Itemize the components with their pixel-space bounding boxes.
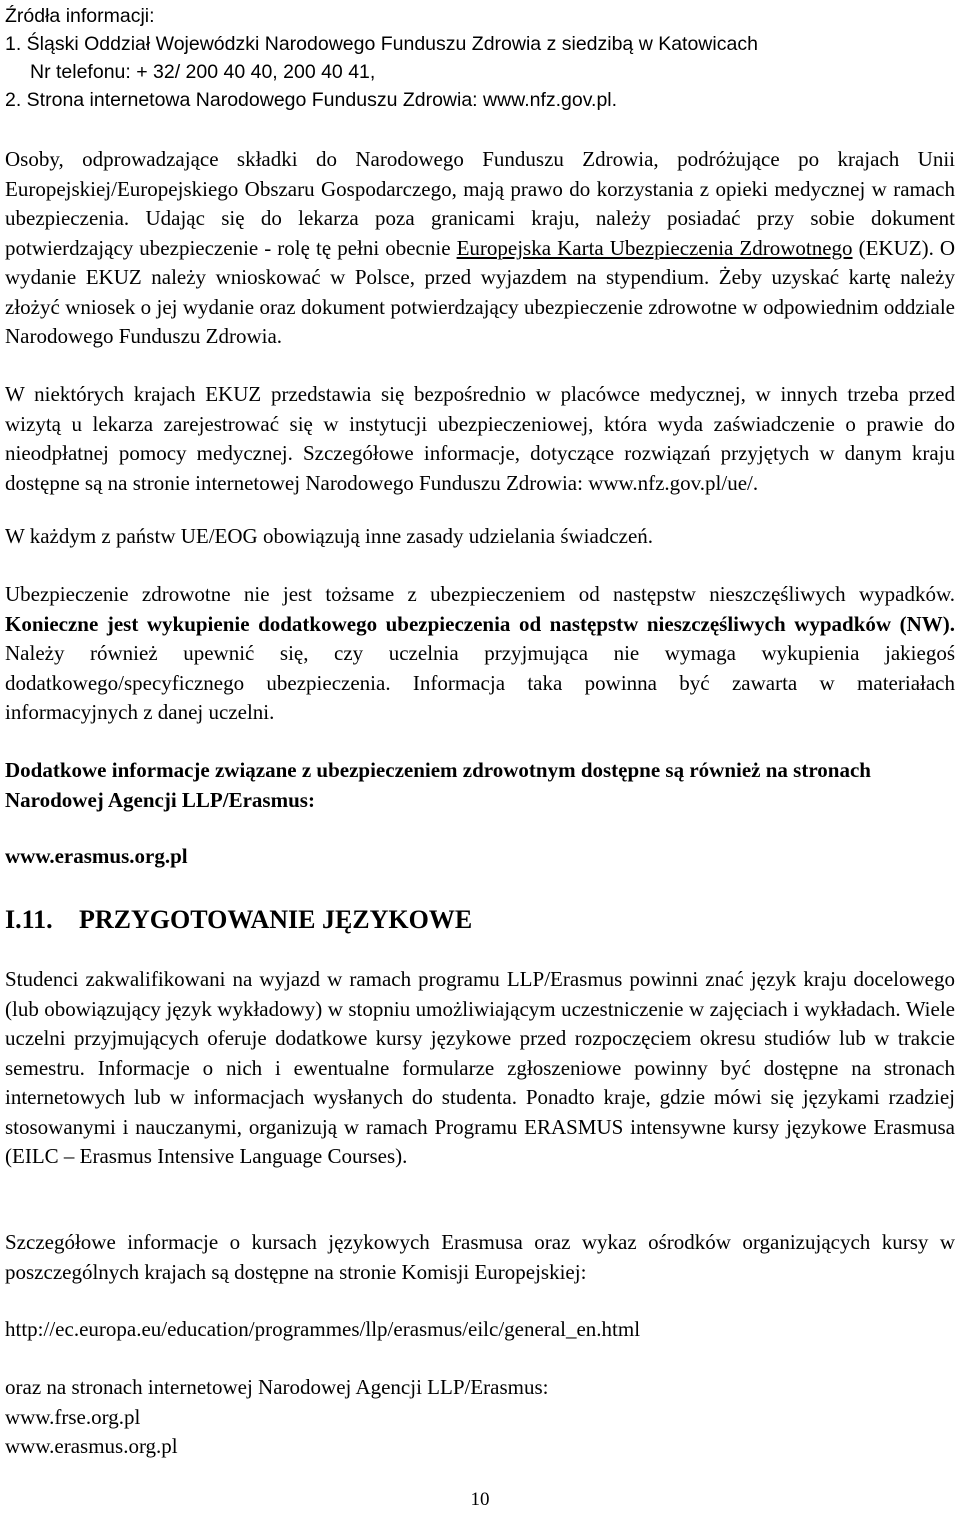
sources-title: Źródła informacji: [5,5,155,27]
accident-insurance-required: Konieczne jest wykupienie dodatkowego ubezpieczenia od następstw nieszczęśliwych wypadków (NW). [5,611,955,636]
erasmus-link[interactable]: www.erasmus.org.pl [5,1434,178,1458]
erasmus-link-bold[interactable]: www.erasmus.org.pl [5,844,188,868]
agency-intro: oraz na stronach internetowej Narodowej Agencji LLP/Erasmus: [5,1375,549,1399]
accident-insurance-start: Ubezpieczenie zdrowotne nie jest tożsame z ubezpieczeniem od następstw nieszczęśliwych wypadków. [5,582,955,606]
sources-item-1-line-2: Nr telefonu: + 32/ 200 40 40, 200 40 41, [30,61,376,83]
accident-insurance-end: Należy również upewnić się, czy uczelnia przyjmująca nie wymaga wykupienia jakiegoś dodatkowego/specyficznego ubezpieczenia. Informacja taka powinna być zawarta w materiałach informacyjnych z danej uczelni. [5,641,955,724]
language-paragraph-1: Studenci zakwalifikowani na wyjazd w ramach programu LLP/Erasmus powinni znać język kraju docelowego (lub obowiązujący język wykładowy) w stopniu umożliwiającym uczestniczenie w zajęciach i wykładach. Wiele uczelni przyjmujących oferuje dodatkowe kursy językowe przed rozpoczęciem okresu studiów lub w trakcie semestru. Informacje o nich i ewentualne formularze zgłoszeniowe powinny być dostępne na stronach internetowych lub w informacjach wysłanych do studenta. Ponadto kraje, gdzie mówi się językami rzadziej stosowanymi i nauczanymi, organizują w ramach Programu ERASMUS intensywne kursy językowe Erasmusa (EILC – Erasmus Intensive Language Courses). [5,967,955,1168]
additional-info-heading: Dodatkowe informacje związane z ubezpieczeniem zdrowotnym dostępne są również na stronach Narodowej Agencji LLP/Erasmus: [5,758,871,812]
insurance-paragraph-1-start: Osoby, odprowadzające składki do Narodowego Funduszu Zdrowia, podróżujące po krajach Unii Europejskiej/Europejskiego Obszaru Gospodarczego, mają prawo do korzystania z opieki medycznej w ramach ubezpieczenia. Udając się do lekarza poza granicami kraju, należy posiadać przy sobie dokument potwierdzający ubezpieczenie - rolę tę pełni obecnie [5,147,955,260]
section-title: PRZYGOTOWANIE JĘZYKOWE [79,905,473,934]
accident-insurance-paragraph [5,580,955,728]
insurance-paragraph-1-end: (EKUZ). O wydanie EKUZ należy wnioskować w Polsce, przed wyjazdem na stypendium. Żeby uzyskać kartę należy złożyć wniosek o jej wydanie oraz dokument potwierdzający ubezpieczenie zdrowotne w odpowiednim oddziale Narodowego Funduszu Zdrowia. [5,235,956,348]
section-number: I.11. [5,905,53,934]
sources-block [5,2,955,114]
page-number: 10 [470,1489,490,1510]
sources-item-2: 2. Strona internetowa Narodowego Funduszu Zdrowia: www.nfz.gov.pl. [5,89,618,111]
section-heading [5,902,472,938]
frse-link[interactable]: www.frse.org.pl [5,1404,141,1429]
agency-links-block [5,1373,955,1462]
sources-item-1-line-1: 1. Śląski Oddział Wojewódzki Narodowego Funduszu Zdrowia z siedzibą w Katowicach [5,33,758,55]
ec-link[interactable]: http://ec.europa.eu/education/programmes/llp/erasmus/eilc/general_en.html [5,1317,641,1341]
language-paragraph-2: Szczegółowe informacje o kursach językowych Erasmusa oraz wykaz ośrodków organizujących kursy w poszczególnych krajach są dostępne na stronie Komisji Europejskiej: [5,1230,955,1284]
insurance-paragraph-3: W każdym z państw UE/EOG obowiązują inne zasady udzielania świadczeń. [5,524,654,548]
ekuz-link[interactable]: Europejska Karta Ubezpieczenia Zdrowotnego [456,235,853,260]
insurance-paragraph-2: W niektórych krajach EKUZ przedstawia się bezpośrednio w placówce medycznej, w innych trzeba przed wizytą u lekarza zarejestrować się w instytucji ubezpieczeniowej, która wyda zaświadczenie o prawie do nieodpłatnej pomocy medycznej. Szczegółowe informacje, dotyczące rozwiązań przyjętych w danym kraju dostępne są na stronie internetowej Narodowego Funduszu Zdrowia: www.nfz.gov.pl/ue/. [5,382,955,495]
insurance-paragraph-1 [5,145,955,352]
